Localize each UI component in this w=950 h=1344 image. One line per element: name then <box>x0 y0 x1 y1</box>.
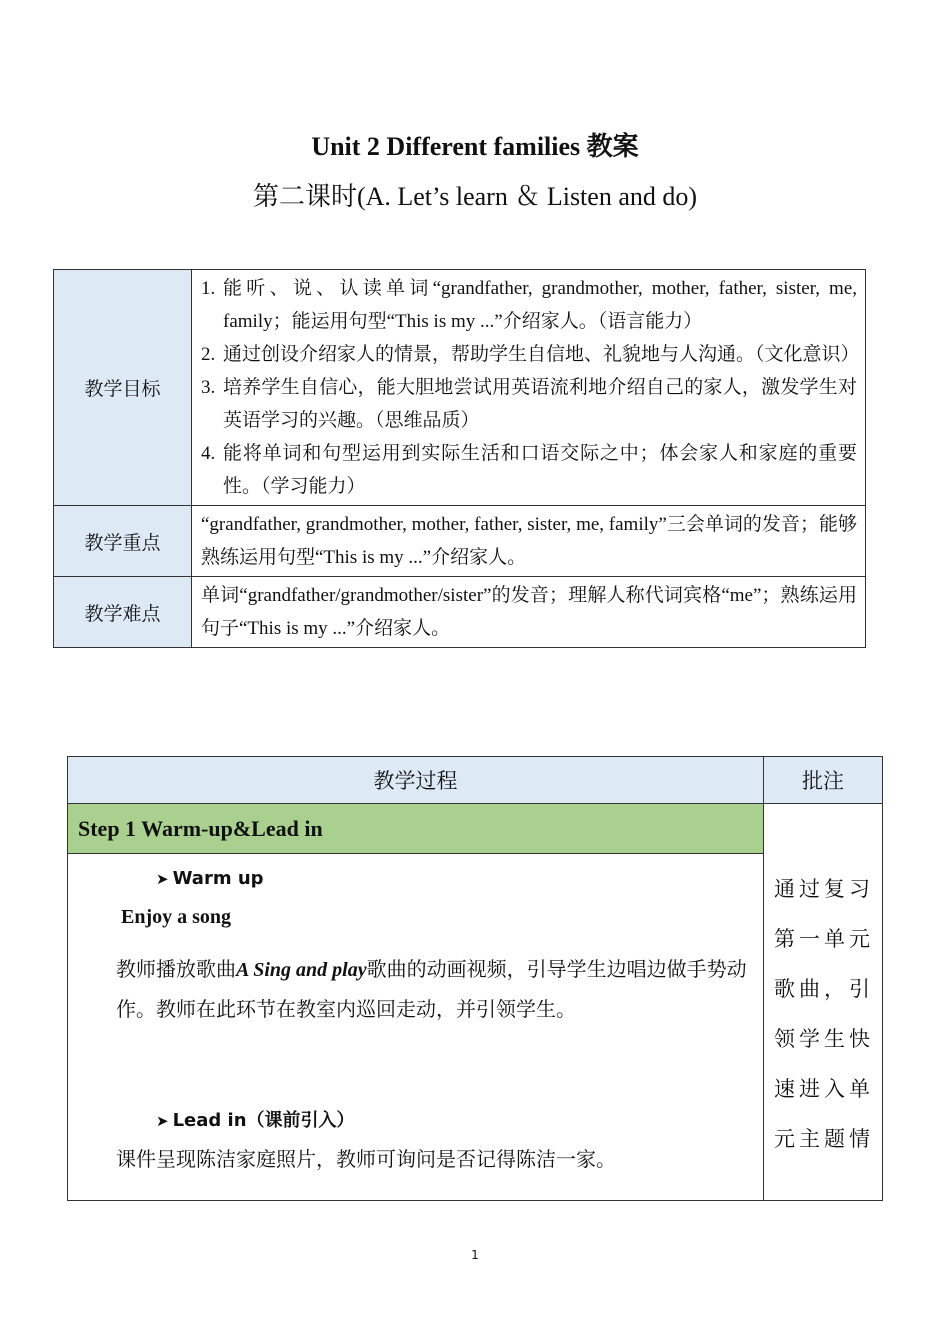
objective-item <box>201 338 860 371</box>
key-points-label: 教学重点 <box>54 506 192 577</box>
process-header-row <box>68 757 883 804</box>
objective-item <box>201 371 857 437</box>
objectives-table <box>53 269 866 648</box>
objective-text: 能听、说、认读单词“grandfather, grandmother, mother, father, sister, me, family；能运用句型“This is my ...”介绍家人。（语言能力） <box>223 278 857 332</box>
enjoy-song-heading: Enjoy a song <box>121 906 232 928</box>
warmup-label: Warm up <box>172 868 264 889</box>
objective-number: 1. <box>201 278 216 299</box>
arrow-icon: ➤ <box>156 1112 169 1130</box>
step1-body-row <box>68 854 883 1201</box>
process-table <box>67 756 883 1201</box>
objective-text: 通过创设介绍家人的情景，帮助学生自信地、礼貌地与人沟通。（文化意识） <box>223 344 860 365</box>
song-text-a: 教师播放歌曲 <box>116 959 236 981</box>
objectives-content <box>192 270 866 506</box>
difficulties-text: 单词“grandfather/grandmother/sister”的发音；理解人称代词宾格“me”；熟练运用句子“This is my ...”介绍家人。 <box>192 577 866 648</box>
objective-text: 能将单词和句型运用到实际生活和口语交际之中；体会家人和家庭的重要性。（学习能力） <box>223 443 857 497</box>
process-header: 教学过程 <box>68 757 764 804</box>
difficulties-label: 教学难点 <box>54 577 192 648</box>
step1-body <box>68 854 764 1201</box>
document-title: Unit 2 Different families 教案 <box>311 132 639 161</box>
step1-title: Step 1 Warm-up&Lead in <box>68 804 764 854</box>
arrow-icon: ➤ <box>156 870 169 888</box>
key-points-text: “grandfather, grandmother, mother, father, sister, me, family”三会单词的发音；能够熟练运用句型“This is my ...”介绍家人。 <box>192 506 866 577</box>
step1-row <box>68 804 883 854</box>
leadin-bullet <box>156 1106 355 1132</box>
document-subtitle: 第二课时(A. Let’s learn ＆ Listen and do) <box>252 182 698 211</box>
objectives-label: 教学目标 <box>54 270 192 506</box>
difficulties-row <box>54 577 866 648</box>
objective-number: 3. <box>201 377 216 398</box>
leadin-label: Lead in（课前引入） <box>172 1110 355 1131</box>
key-points-row <box>54 506 866 577</box>
note-cell: 通过复习第一单元歌曲，引领学生快速进入单元主题情 <box>764 804 883 1201</box>
objective-item <box>201 437 857 503</box>
objective-number: 4. <box>201 443 216 464</box>
objective-number: 2. <box>201 344 216 365</box>
song-title: A Sing and play <box>236 959 367 981</box>
objective-item <box>201 272 857 338</box>
note-header: 批注 <box>764 757 883 804</box>
song-paragraph <box>116 950 756 1030</box>
objective-text: 培养学生自信心，能大胆地尝试用英语流利地介绍自己的家人，激发学生对英语学习的兴趣。（思维品质） <box>223 377 857 431</box>
song-text-b: 歌曲的动画视频，引导学生边唱边做手势动作。教师在此环节在教室内巡回走动，并引领学生。 <box>116 959 747 1021</box>
leadin-paragraph: 课件呈现陈洁家庭照片，教师可询问是否记得陈洁一家。 <box>116 1149 616 1171</box>
warmup-bullet <box>156 868 264 889</box>
objectives-row <box>54 270 866 506</box>
page-number: 1 <box>471 1248 479 1262</box>
